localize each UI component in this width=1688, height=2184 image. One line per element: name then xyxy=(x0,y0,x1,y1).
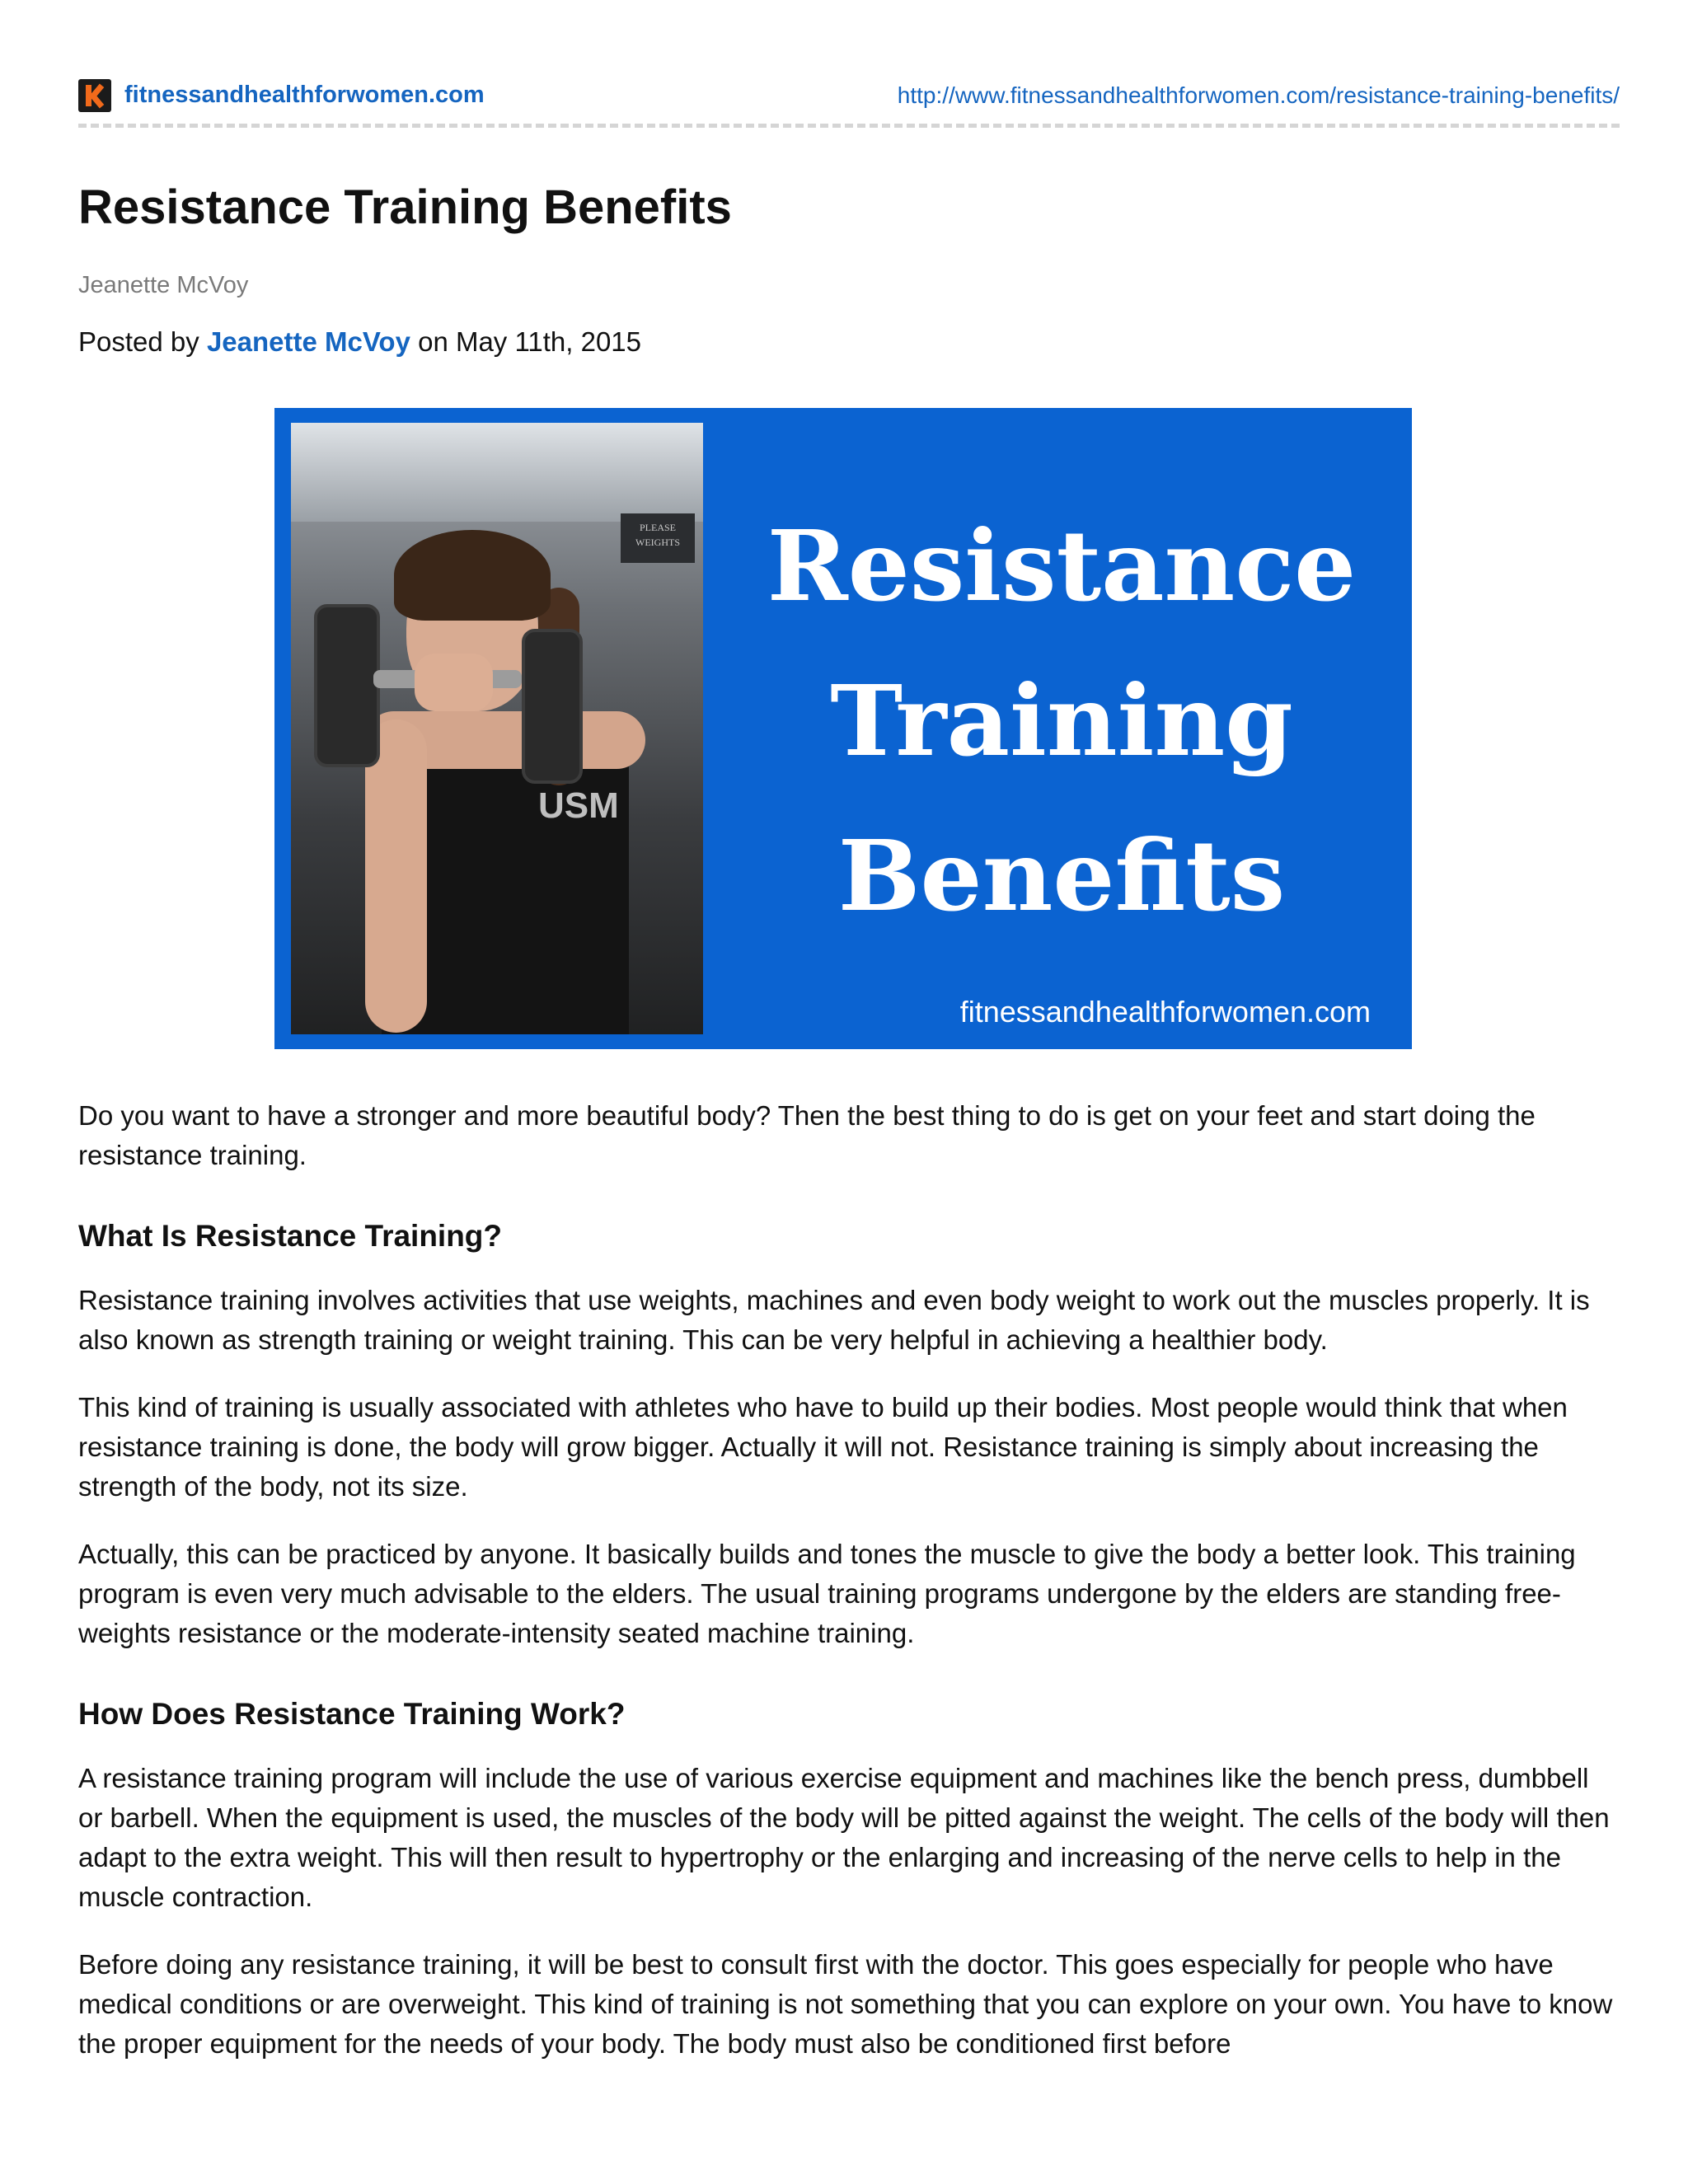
shirt-logo: USM xyxy=(538,785,619,826)
hero-photo-woman-lifting-dumbbell xyxy=(291,423,703,1034)
hero-title-line-2: Training xyxy=(830,663,1293,778)
article-body xyxy=(78,1096,1620,2092)
site-logo-icon xyxy=(78,79,111,112)
paragraph-intro: Do you want to have a stronger and more beautiful body? Then the best thing to do is get on your feet and start doing the resistance training. xyxy=(78,1100,1536,1170)
hero-title-line-1: Resistance xyxy=(767,509,1357,623)
section-heading-how-it-works: How Does Resistance Training Work? xyxy=(78,1697,626,1731)
paragraph-equipment: A resistance training program will include the use of various exercise equipment and machines like the bench press, dumbbell or barbell. When the equipment is used, the muscles of the body will be pitted against the weight. The cells of the body will then adapt to the extra weight. This will then result to hypertrophy or the enlarging and increasing of the nerve cells to help in the muscle contraction. xyxy=(78,1763,1610,1912)
posted-date: on May 11th, 2015 xyxy=(410,326,642,357)
site-header xyxy=(78,77,1620,114)
article-title: Resistance Training Benefits xyxy=(78,180,732,234)
paragraph-consult-doctor: Before doing any resistance training, it will be best to consult first with the doctor. This goes especially for people who have medical conditions or are overweight. This kind of training is not something that you can explore on your own. You have to know the proper equipment for the needs of your body. The body must also be conditioned first before xyxy=(78,1949,1613,2059)
hero-site-name: fitnessandhealthforwomen.com xyxy=(959,995,1371,1029)
paragraph-anyone: Actually, this can be practiced by anyone. It basically builds and tones the muscle to give the body a better look. This training program is even very much advisable to the elders. The usual training programs undergone by the elders are standing free-weights resistance or the moderate-intensity seated machine training. xyxy=(78,1539,1576,1648)
page-url-link[interactable]: http://www.fitnessandhealthforwomen.com/resistance-training-benefits/ xyxy=(897,82,1620,108)
author-name: Jeanette McVoy xyxy=(78,272,249,298)
author-link[interactable]: Jeanette McVoy xyxy=(206,326,410,357)
posted-prefix: Posted by xyxy=(78,326,207,357)
gym-sign: PLEASE WEIGHTS xyxy=(621,513,695,563)
paragraph-definition: Resistance training involves activities that use weights, machines and even body weight to work out the muscles properly. It is also known as strength training or weight training. This can be very helpful in achieving a healthier body. xyxy=(78,1285,1590,1355)
hero-image xyxy=(274,408,1412,1049)
header-divider xyxy=(78,124,1620,128)
section-heading-what-is: What Is Resistance Training? xyxy=(78,1219,503,1253)
paragraph-athletes: This kind of training is usually associated with athletes who have to build up their bodies. Most people would think that when resistance training is done, the body will grow bigger. Actually it will not. Resistance training is simply about increasing the strength of the body, not its size. xyxy=(78,1392,1568,1502)
hero-title xyxy=(736,489,1387,954)
hero-title-line-3: Benefits xyxy=(837,818,1286,933)
site-name-link[interactable]: fitnessandhealthforwomen.com xyxy=(124,82,485,108)
posted-byline xyxy=(78,326,641,358)
